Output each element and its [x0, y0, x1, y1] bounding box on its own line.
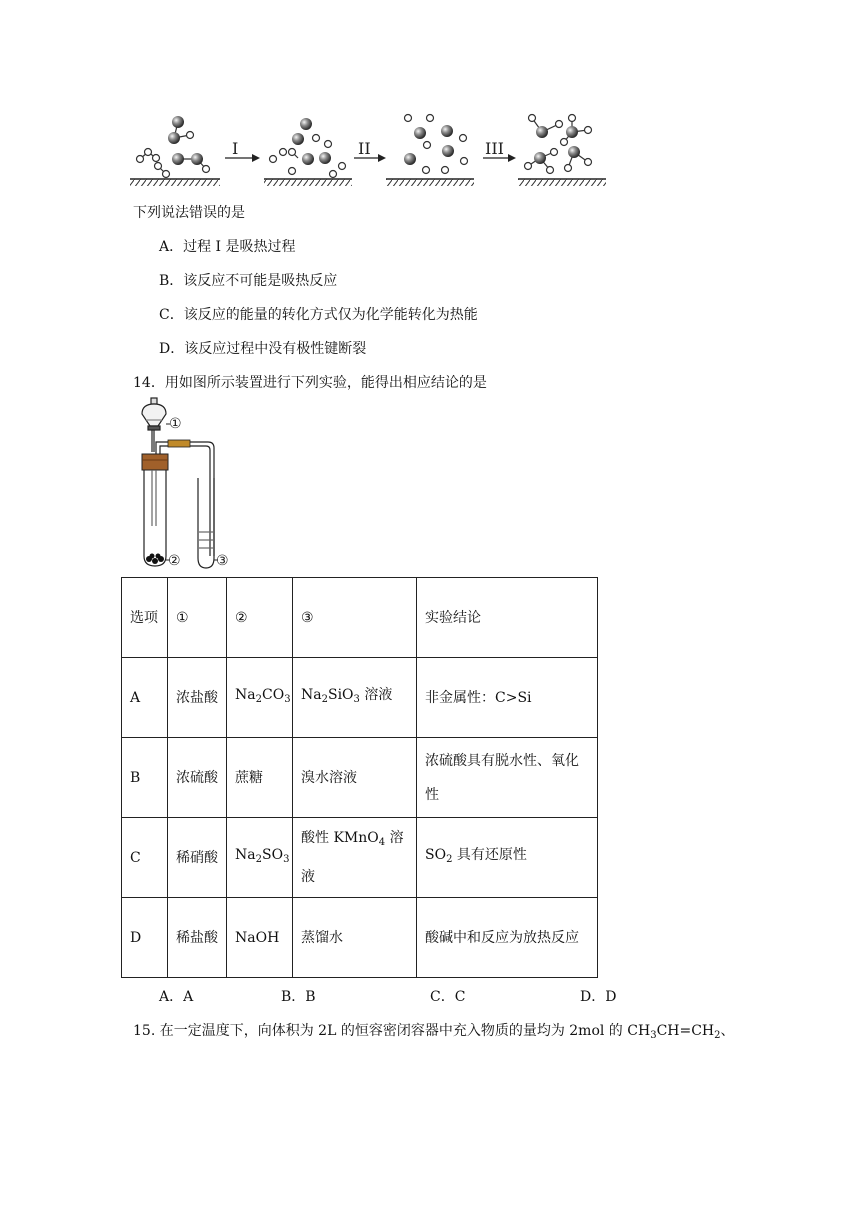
row-b-conclusion: 浓硫酸具有脱水性、氧化性 [417, 738, 598, 818]
stage-label-1: I [232, 139, 239, 158]
stage-1-molecules [137, 116, 210, 178]
label-2: ② [168, 553, 181, 569]
table-row [122, 898, 598, 978]
experiment-table [121, 577, 598, 978]
row-b-reagent-2: 蔗糖 [227, 738, 293, 818]
row-c-reagent-3: 酸性 KMnO$_4$ 溶液 [293, 818, 417, 898]
row-c-option: C [122, 818, 168, 898]
collection-tube [198, 478, 214, 568]
label-1: ① [169, 416, 182, 432]
row-c-conclusion: $SO_2$ 具有还原性 [417, 818, 598, 898]
separatory-funnel [142, 398, 166, 452]
row-b-reagent-3: 溴水溶液 [293, 738, 417, 818]
surface-1 [130, 179, 220, 186]
header-2: ② [227, 578, 293, 658]
q13-prompt: 下列说法错误的是 [133, 205, 245, 221]
q15-stem: 15. 在一定温度下，向体积为 2L 的恒容密闭容器中充入物质的量均为 2mol 的 $CH_3CH=CH_2$、 [133, 1023, 735, 1041]
row-a-reagent-3: $Na_2SiO_3$ 溶液 [293, 658, 417, 738]
header-option: 选项 [122, 578, 168, 658]
q14-answer-c: C．C [430, 989, 466, 1005]
stage-4-products [525, 115, 592, 174]
surface-4 [518, 179, 606, 186]
table-header-row [122, 578, 598, 658]
q14-answer-a: A．A [159, 989, 194, 1005]
reaction-tube [144, 470, 166, 566]
stage-3-atoms [404, 115, 468, 174]
apparatus-figure [128, 396, 248, 572]
label-3: ③ [216, 553, 229, 569]
row-b-option: B [122, 738, 168, 818]
row-c-reagent-1: 稀硝酸 [168, 818, 227, 898]
q13-option-a: A．过程 I 是吸热过程 [159, 239, 296, 255]
header-conclusion: 实验结论 [417, 578, 598, 658]
rubber-joint [168, 440, 190, 447]
stage-2-molecules [270, 118, 346, 178]
row-d-option: D [122, 898, 168, 978]
row-a-conclusion: 非金属性：C>Si [417, 658, 598, 738]
stage-label-2: II [358, 139, 371, 158]
surface-3 [386, 179, 474, 186]
q13-option-d: D．该反应过程中没有极性键断裂 [159, 341, 367, 357]
row-d-reagent-2: NaOH [227, 898, 293, 978]
stage-label-3: III [485, 139, 504, 158]
header-1: ① [168, 578, 227, 658]
table-row [122, 738, 598, 818]
arrow-2 [354, 139, 386, 162]
row-d-reagent-3: 蒸馏水 [293, 898, 417, 978]
arrow-3 [483, 139, 516, 162]
row-c-reagent-2: $Na_2SO_3$ [227, 818, 293, 898]
table-row [122, 818, 598, 898]
arrow-1 [225, 139, 260, 162]
row-a-reagent-1: 浓盐酸 [168, 658, 227, 738]
row-d-conclusion: 酸碱中和反应为放热反应 [417, 898, 598, 978]
q14-stem: 14．用如图所示装置进行下列实验，能得出相应结论的是 [133, 375, 487, 391]
q14-answer-b: B．B [281, 989, 316, 1005]
row-a-reagent-2: $Na_2CO_3$ [227, 658, 293, 738]
row-d-reagent-1: 稀盐酸 [168, 898, 227, 978]
reaction-process-figure [128, 108, 608, 188]
q14-answer-d: D．D [580, 989, 617, 1005]
table-row [122, 658, 598, 738]
row-a-option: A [122, 658, 168, 738]
surface-2 [264, 179, 352, 186]
solid-reagent [146, 554, 164, 565]
q13-option-c: C．该反应的能量的转化方式仅为化学能转化为热能 [159, 307, 478, 323]
header-3: ③ [293, 578, 417, 658]
stopper [142, 454, 168, 470]
q13-option-b: B．该反应不可能是吸热反应 [159, 273, 338, 289]
row-b-reagent-1: 浓硫酸 [168, 738, 227, 818]
